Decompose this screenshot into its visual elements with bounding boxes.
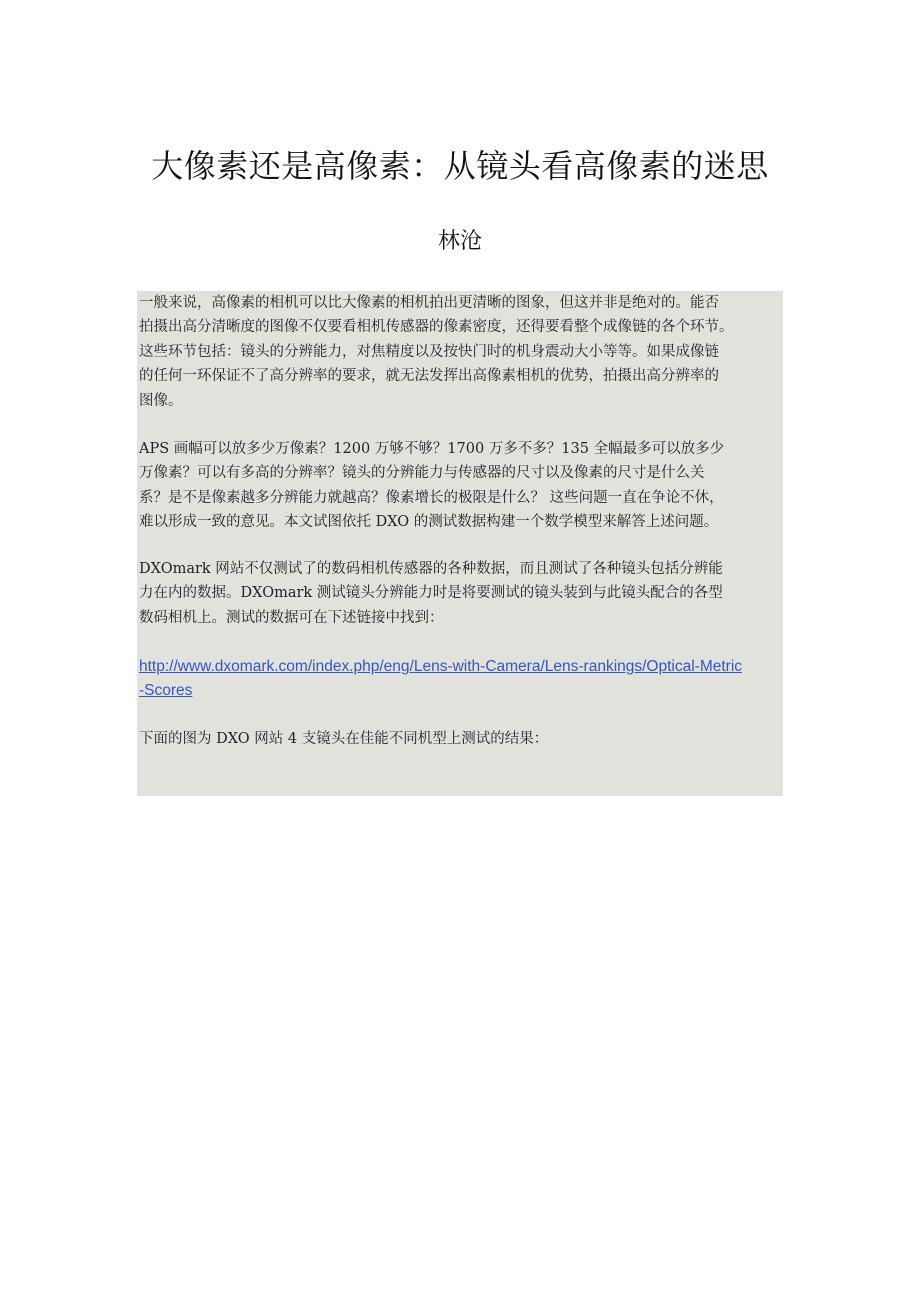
paragraph-figure-intro: 下面的图为 DXO 网站 4 支镜头在佳能不同机型上测试的结果： (139, 731, 549, 747)
document-title: 大像素还是高像素：从镜头看高像素的迷思 (151, 147, 769, 185)
paragraph-intro: 一般来说，高像素的相机可以比大像素的相机拍出更清晰的图象，但这并非是绝对的。能否 拍摄出高分清晰度的图像不仅要看相机传感器的像素密度，还得要看整个成像链的各个环节。 这些环节包括：镜头的分辨能力，对焦精度以及按快门时的机身震动大小等等。如果成像链 的任何一环保证不了高分辨率的要求，就无法发挥出高像素相机的优势，拍摄出高分辨率的 图像。 (139, 295, 734, 409)
author-name: 林沧 (437, 229, 482, 254)
dxomark-link[interactable]: http://www.dxomark.com/index.php/eng/Lens-with-Camera/Lens-rankings/Optical-Metric -Scores (139, 658, 743, 700)
paragraph-questions: APS 画幅可以放多少万像素？1200 万够不够？1700 万多不多？135 全幅最多可以放多少 万像素？可以有多高的分辨率？镜头的分辨能力与传感器的尺寸以及像素的尺寸是什么关 系？是不是像素越多分辨能力就越高？像素增长的极限是什么？ 这些问题一直在争论不休， 难以形成一致的意见。本文试图依托 DXO 的测试数据构建一个数学模型来解答上述问题。 (139, 441, 725, 531)
content-box (137, 291, 783, 796)
paragraph-dxomark: DXOmark 网站不仅测试了的数码相机传感器的各种数据，而且测试了各种镜头包括分辨能 力在内的数据。DXOmark 测试镜头分辨能力时是将要测试的镜头装到与此镜头配合的各型 数码相机上。测试的数据可在下述链接中找到： (139, 561, 723, 626)
